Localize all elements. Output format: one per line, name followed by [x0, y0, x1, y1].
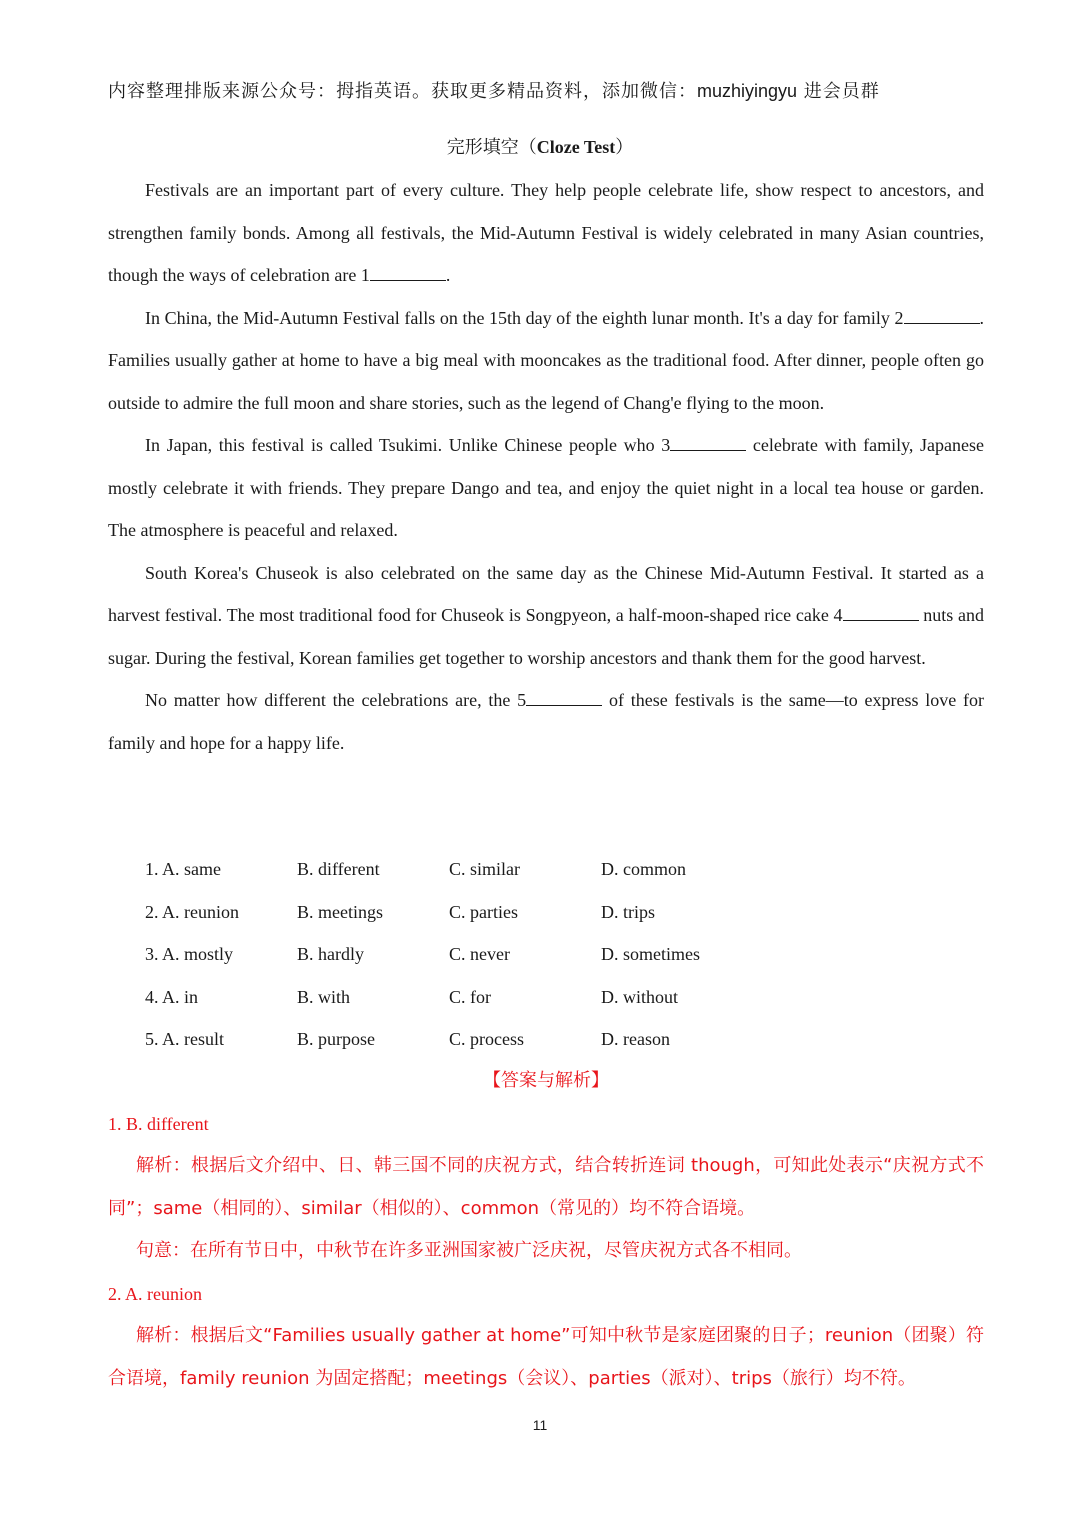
option: C. never	[449, 944, 510, 964]
option: D. without	[601, 986, 679, 1007]
page-number: 11	[532, 1417, 548, 1433]
blank-2	[904, 305, 980, 324]
answer-2-analysis: 解析：根据后文“Families usually gather at home”可知中秋节是家庭团聚的日子；reunion（团聚）符合语境，family reunion 为固定搭配；meetings（会议）、parties（派对）、trips（旅行）均不符。	[108, 1325, 984, 1389]
option: D. trips	[601, 901, 655, 922]
answer-key-title: 【答案与解析】	[483, 1070, 609, 1091]
paragraph-text: In Japan, this festival is called Tsukimi. Unlike Chinese people who 3	[145, 435, 671, 455]
passage-paragraph-3	[108, 424, 984, 552]
passage-paragraph-1	[108, 169, 984, 297]
header-wechat-id: muzhiyingyu	[697, 81, 798, 101]
paragraph-text: .	[445, 265, 451, 285]
title-cn: 完形填空（	[446, 137, 537, 158]
source-header	[108, 78, 880, 105]
option: D. reason	[601, 1029, 670, 1049]
option-row-3	[145, 933, 753, 976]
option-row-4	[145, 976, 753, 1019]
title-en: Cloze Test	[536, 137, 616, 157]
header-suffix: 进会员群	[797, 81, 880, 102]
passage-paragraph-5	[108, 679, 984, 764]
answer-2-head: 2. A. reunion	[108, 1283, 202, 1304]
blank-5	[526, 687, 602, 706]
option-row-2	[145, 891, 753, 934]
option: 5. A. result	[145, 1029, 224, 1049]
answer-1-meaning: 句意：在所有节日中，中秋节在许多亚洲国家被广泛庆祝，尽管庆祝方式各不相同。	[136, 1240, 802, 1261]
paragraph-text: In China, the Mid-Autumn Festival falls on the 15th day of the eighth lunar month. It's a day for family 2	[145, 307, 904, 328]
cloze-passage	[108, 169, 984, 764]
paragraph-text: No matter how different the celebrations are, the 5	[145, 690, 527, 710]
answer-1-head: 1. B. different	[108, 1113, 209, 1134]
blank-4	[843, 602, 919, 621]
option: B. different	[297, 859, 380, 879]
paragraph-text: of these festivals is the same—to express love for family and hope for a happy life.	[108, 690, 984, 753]
option: 3. A. mostly	[145, 944, 234, 964]
title-close: ）	[615, 137, 634, 158]
option: C. parties	[449, 901, 518, 922]
option-row-1	[145, 848, 753, 891]
blank-3	[670, 432, 746, 451]
option: D. sometimes	[601, 944, 700, 964]
option: B. meetings	[297, 901, 383, 922]
option: C. for	[449, 986, 491, 1007]
option: C. process	[449, 1029, 524, 1049]
paragraph-text: Festivals are an important part of every culture. They help people celebrate life, show respect to ancestors, and strengthen family bonds. Among all festivals, the Mid-Autumn Festival is widely celebrated in many Asian countries, though the ways of celebration are 1	[108, 180, 984, 285]
paragraph-text: celebrate with family, Japanese mostly celebrate it with friends. They prepare Dango and tea, and enjoy the quiet night in a local tea house or garden. The atmosphere is peaceful and relaxed.	[108, 435, 984, 540]
passage-paragraph-2	[108, 297, 984, 425]
option: C. similar	[449, 859, 520, 879]
paragraph-text: . Families usually gather at home to have a big meal with mooncakes as the traditional food. After dinner, people often go outside to admire the full moon and share stories, such as the legend of Chang'e flying to the moon.	[108, 307, 984, 413]
option: B. purpose	[297, 1029, 375, 1049]
blank-1	[370, 262, 446, 281]
option: 1. A. same	[145, 859, 221, 879]
page-title	[0, 134, 1080, 161]
option: B. hardly	[297, 944, 364, 964]
answer-1-analysis: 解析：根据后文介绍中、日、韩三国不同的庆祝方式，结合转折连词 though，可知此处表示“庆祝方式不同”；same（相同的）、similar（相似的）、common（常见的）均不符合语境。	[108, 1155, 984, 1219]
option: 4. A. in	[145, 986, 199, 1007]
answer-key-section	[108, 1060, 984, 1400]
paragraph-text: nuts and sugar. During the festival, Korean families get together to worship ancestors and thank them for the good harvest.	[108, 605, 984, 668]
passage-paragraph-4	[108, 552, 984, 680]
option-row-5	[145, 1018, 753, 1061]
option: 2. A. reunion	[145, 901, 239, 922]
answer-options	[145, 848, 753, 1061]
paragraph-text: South Korea's Chuseok is also celebrated on the same day as the Chinese Mid-Autumn Festival. It started as a harvest festival. The most traditional food for Chuseok is Songpyeon, a half-moon-shaped rice cake 4	[108, 562, 984, 625]
header-prefix: 内容整理排版来源公众号：拇指英语。获取更多精品资料，添加微信：	[108, 81, 697, 102]
option: D. common	[601, 859, 686, 879]
option: B. with	[297, 986, 351, 1007]
